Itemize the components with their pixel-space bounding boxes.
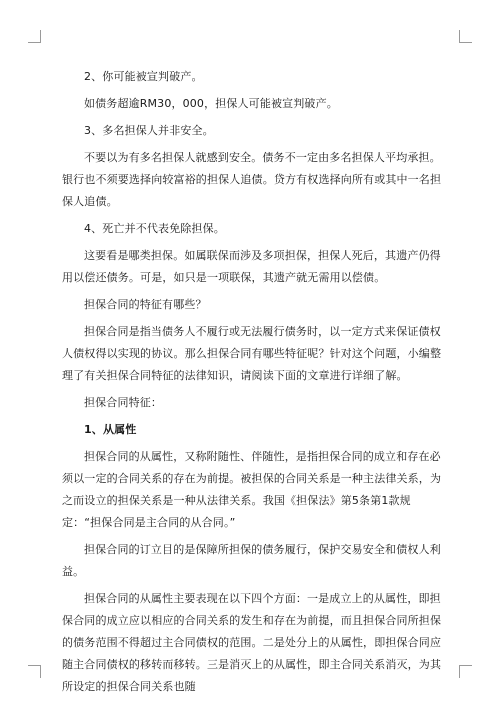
paragraph: 不要以为有多名担保人就感到安全。债务不一定由多名担保人平均承担。银行也不须要选择向较富裕的担保人追债。贷方有权选择向所有或其中一名担保人追债。 (62, 151, 442, 208)
crop-mark-top-right (459, 30, 472, 43)
heading-multiple-guarantors: 3、多名担保人并非安全。 (84, 124, 214, 137)
paragraph: 这要看是哪类担保。如属联保而涉及多项担保，担保人死后，其遗产仍得用以偿还债务。可是，如只是一项联保，其遗产就无需用以偿债。 (62, 249, 441, 284)
crop-mark-bottom-right (459, 665, 472, 678)
crop-mark-bottom-left (28, 665, 41, 678)
paragraph: 担保合同的从属性，又称附随性、伴随性，是指担保合同的成立和存在必须以一定的合同关系的存在为前提。被担保的合同关系是一种主法律关系，为之而设立的担保关系是一种从法律关系。我国《担保法》第5条第1款规定：“担保合同是主合同的从合同。” (62, 450, 442, 529)
paragraph: 担保合同的订立目的是保障所担保的债务履行，保护交易安全和债权人利益。 (62, 543, 441, 578)
document-body (62, 66, 442, 703)
paragraph: 担保合同是指当债务人不履行或无法履行债务时，以一定方式来保证债权人债权得以实现的协议。那么担保合同有哪些特征呢？针对这个问题，小编整理了有关担保合同特征的法律知识，请阅读下面的文章进行详细了解。 (62, 325, 442, 382)
subheading-subordination: 1、从属性 (84, 423, 137, 436)
heading-death: 4、死亡并不代表免除担保。 (84, 222, 225, 235)
heading-contract-features: 担保合同特征： (84, 396, 163, 409)
paragraph: 如债务超逾RM30，000，担保人可能被宣判破产。 (84, 97, 338, 110)
paragraph: 担保合同的从属性主要表现在以下四个方面：一是成立上的从属性，即担保合同的成立应以相应的合同关系的发生和存在为前提，而且担保合同所担保的债务范围不得超过主合同债权的范围。二是处分上的从属性，即担保合同应随主合同债权的移转而移转。三是消灭上的从属性，即主合同关系消灭，为其所设定的担保合同关系也随 (62, 592, 442, 693)
crop-mark-top-left (28, 30, 41, 43)
heading-contract-features-question: 担保合同的特征有哪些？ (84, 298, 207, 311)
heading-bankruptcy: 2、你可能被宣判破产。 (84, 70, 203, 83)
